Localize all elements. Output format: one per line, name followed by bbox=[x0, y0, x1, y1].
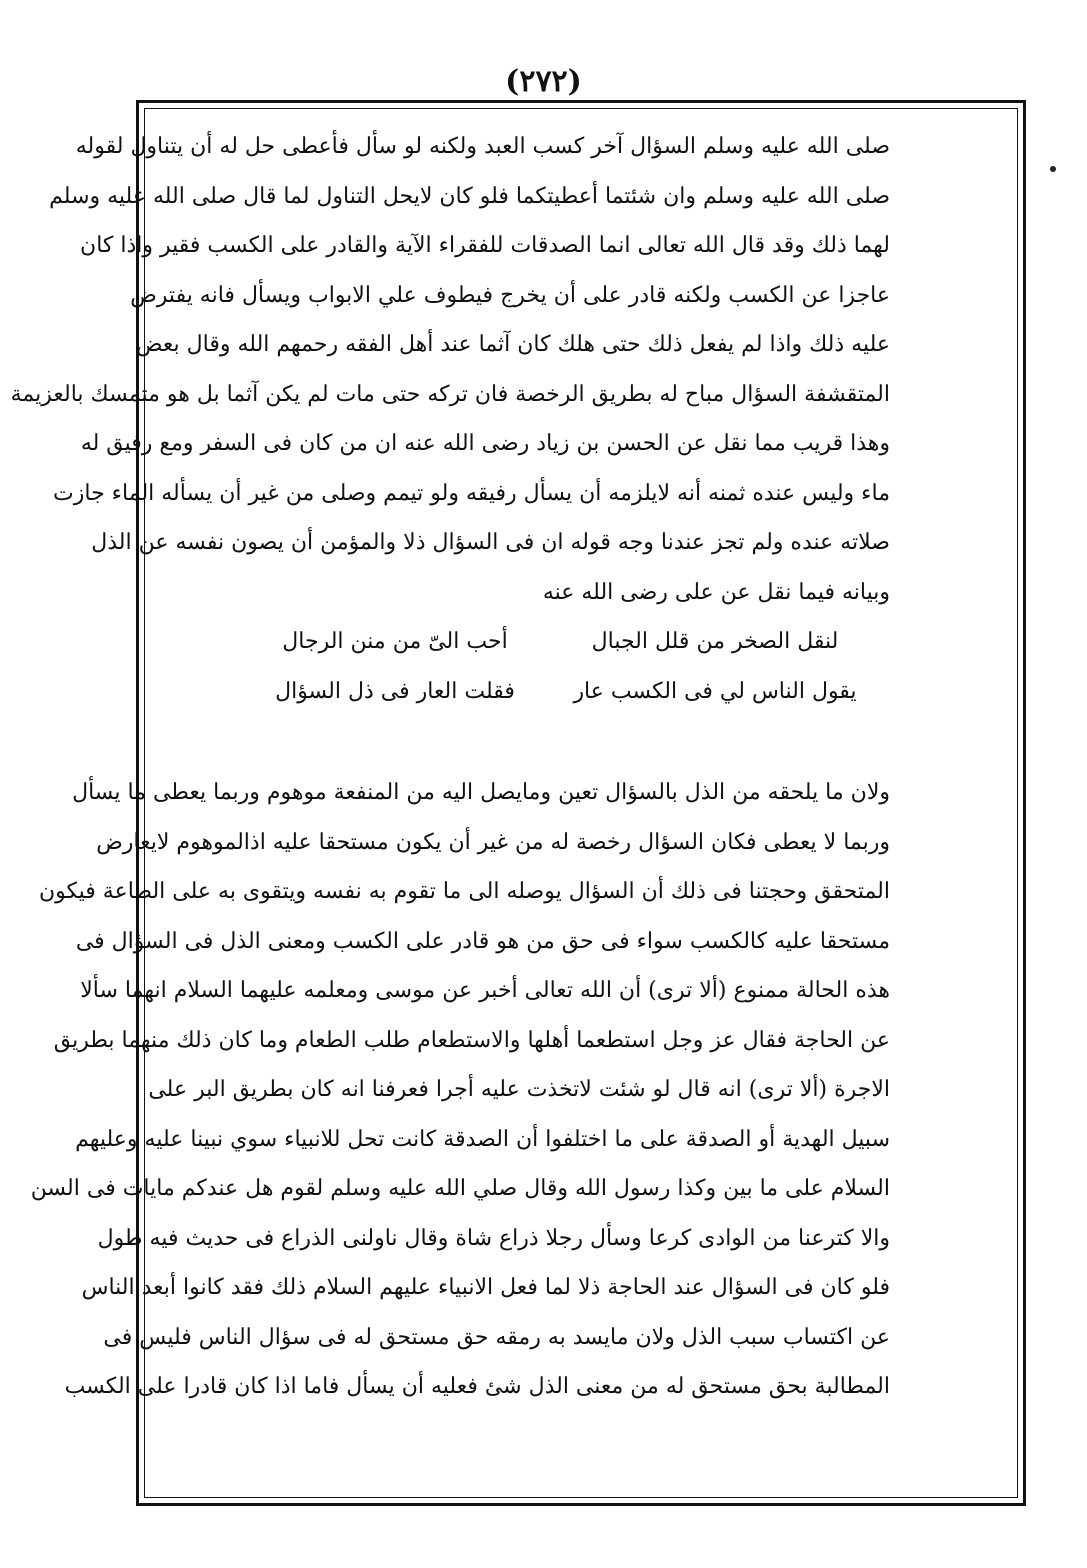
text-line: الاجرة (ألا ترى) انه قال لو شئت لاتخذت عليه أجرا فعرفنا انه كان بطريق البر على bbox=[148, 1077, 890, 1102]
text-line: المتحقق وحجتنا فى ذلك أن السؤال يوصله الى ما تقوم به نفسه ويتقوى به على الطاعة فيكون bbox=[38, 879, 890, 904]
text-line: المطالبة بحق مستحق له من معنى الذل شئ فعليه أن يسأل فاما اذا كان قادرا على الكسب bbox=[64, 1374, 890, 1399]
text-line: هذه الحالة ممنوع (ألا ترى) أن الله تعالى أخبر عن موسى ومعلمه عليهما السلام انهما سألا bbox=[80, 978, 890, 1003]
poem-verse bbox=[150, 617, 890, 667]
text-line: وربما لا يعطى فكان السؤال رخصة له من غير أن يكون مستحقا عليه اذالموهوم لايعارض bbox=[96, 829, 890, 855]
text-line: وهذا قريب مما نقل عن الحسن بن زياد رضى الله عنه ان من كان فى السفر ومع رفيق له bbox=[80, 431, 890, 456]
text-line: المتقشفة السؤال مباح له بطريق الرخصة فان تركه حتى مات لم يكن آثما بل هو متمسك بالعزيمة bbox=[10, 381, 890, 407]
text-line: والا كترعنا من الوادى كرعا وسأل رجلا ذراع شاة وقال ناولنى الذراع فى حديث فيه طول bbox=[97, 1225, 890, 1251]
text-line: صلى الله عليه وسلم وان شئتما أعطيتكما فلو كان لايحل التناول لما قال صلى الله عليه وسلم bbox=[49, 183, 890, 209]
margin-mark bbox=[1050, 166, 1056, 172]
text-line: سبيل الهدية أو الصدقة على ما اختلفوا أن الصدقة كانت تحل للانبياء سوي نبينا عليه وعليهم bbox=[75, 1126, 890, 1152]
text-line: مستحقا عليه كالكسب سواء فى حق من هو قادر على الكسب ومعنى الذل فى السؤال فى bbox=[75, 928, 890, 954]
text-line: عاجزا عن الكسب ولكنه قادر على أن يخرج فيطوف علي الابواب ويسأل فانه يفترض bbox=[130, 282, 890, 308]
main-text-part-2 bbox=[30, 768, 890, 1412]
verse-first-hemistich: يقول الناس لي فى الكسب عار bbox=[573, 678, 857, 704]
text-line: فلو كان فى السؤال عند الحاجة ذلا لما فعل الانبياء عليهم السلام ذلك فقد كانوا أبعد الناس bbox=[81, 1275, 890, 1300]
poem-verses bbox=[150, 617, 890, 716]
text-line: صلاته عنده ولم تجز عندنا وجه قوله ان فى السؤال ذلا والمؤمن أن يصون نفسه عن الذل bbox=[91, 530, 890, 555]
text-line: ماء وليس عنده ثمنه أنه لايلزمه أن يسأل رفيقه ولو تيمم وصلى من غير أن يسأله الماء جازت bbox=[53, 480, 890, 506]
text-line: صلى الله عليه وسلم السؤال آخر كسب العبد ولكنه لو سأل فأعطى حل له أن يتناول لقوله bbox=[75, 134, 890, 159]
text-line: عن الحاجة فقال عز وجل استطعما أهلها والاستطعام طلب الطعام وما كان ذلك منهما بطريق bbox=[53, 1027, 890, 1053]
verse-second-hemistich: أحب الىّ من منن الرجال bbox=[282, 629, 508, 654]
text-line: السلام على ما بين وكذا رسول الله وقال صلي الله عليه وسلم لقوم هل عندكم مايات فى السن bbox=[30, 1176, 890, 1201]
verse-first-hemistich: لنقل الصخر من قلل الجبال bbox=[591, 629, 839, 654]
text-line: ولان ما يلحقه من الذل بالسؤال تعين ومايصل اليه من المنفعة موهوم وربما يعطى ما يسأل bbox=[72, 780, 890, 805]
verse-second-hemistich: فقلت العار فى ذل السؤال bbox=[275, 678, 515, 704]
text-line: عن اكتساب سبب الذل ولان مايسد به رمقه حق مستحق له فى سؤال الناس فليس فى bbox=[103, 1324, 890, 1350]
page-number: (٢٧٢) bbox=[505, 64, 582, 99]
text-line: عليه ذلك واذا لم يفعل ذلك حتى هلك كان آثما عند أهل الفقه رحمهم الله وقال بعض bbox=[135, 332, 890, 357]
text-line: وبيانه فيما نقل عن على رضى الله عنه bbox=[542, 579, 890, 605]
main-text-part-1 bbox=[10, 122, 890, 716]
text-line: لهما ذلك وقد قال الله تعالى انما الصدقات للفقراء الآية والقادر على الكسب فقير واذا كان bbox=[80, 233, 890, 258]
poem-verse bbox=[150, 667, 890, 717]
